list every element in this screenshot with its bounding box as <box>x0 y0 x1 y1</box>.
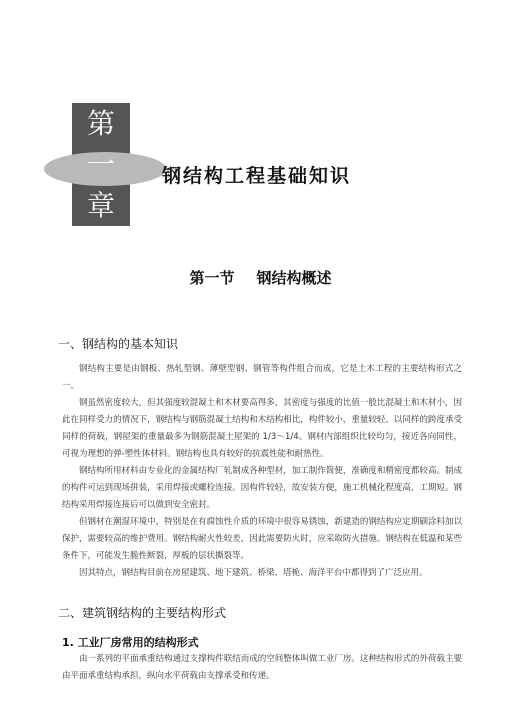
paragraph: 但钢材在潮湿环境中，特别是在有腐蚀性介质的环境中很容易锈蚀，新建造的钢结构应定期刷涂料加以保护，需要较高的维护费用。钢结构耐火性较差，因此需要防火时，应采取防火措施。钢结构在低温和某些条件下，可能发生脆性断裂，厚板的层状撕裂等。 <box>62 517 462 561</box>
chapter-char-2: 一 <box>86 148 115 181</box>
chapter-char-3: 章 <box>86 189 115 222</box>
paragraph: 钢结构所用材料由专业化的金属结构厂轧制成各种型材，加工制作简便，准确度和精密度都较高。制成的构件可运到现场拼装，采用焊接或螺栓连接。因构件较轻，故安装方便，施工机械化程度高，工期短。钢结构采用焊接连接后可以做到安全密封。 <box>62 466 462 510</box>
paragraph: 钢结构主要是由钢板、热轧型钢、薄壁型钢、钢管等构件组合而成，它是土木工程的主要结构形式之一。 <box>62 364 462 391</box>
subheading-factory-structures: 1. 工业厂房常用的结构形式 <box>62 636 199 649</box>
chapter-title: 钢结构工程基础知识 <box>162 165 352 187</box>
paragraph: 由一系列的平面承重结构通过支撑构件联结而成的空间整体叫做工业厂房。这种结构形式的外荷载主要由平面承重结构承担，纵向水平荷载由支撑承受和传递。 <box>62 654 462 681</box>
heading-main-structural-forms: 二、建筑钢结构的主要结构形式 <box>58 606 227 620</box>
chapter-char-1: 第 <box>86 107 115 140</box>
heading-basic-knowledge: 一、钢结构的基本知识 <box>58 337 179 351</box>
section-name: 钢结构概述 <box>256 269 332 287</box>
paragraph: 因其特点，钢结构目前在房屋建筑、地下建筑、桥梁、塔桅、海洋平台中都得到了广泛应用。 <box>79 568 428 578</box>
section-number: 第一节 <box>189 269 235 287</box>
paragraph: 钢虽然密度较大，但其强度较混凝土和木材要高得多，其密度与强度的比值一般比混凝土和木材小，因此在同样受力的情况下，钢结构与钢筋混凝土结构和木结构相比，构件较小，重量较轻。以同样的跨度承受同样的荷载，钢屋架的重量最多为钢筋混凝土屋架的 1/3～1/4。钢材内部组织比较均匀，接近各向同性，可视为理想的弹-塑性体材料。钢结构也具有较好的抗震性能和耐热性。 <box>62 398 462 459</box>
section-title <box>0 267 521 288</box>
